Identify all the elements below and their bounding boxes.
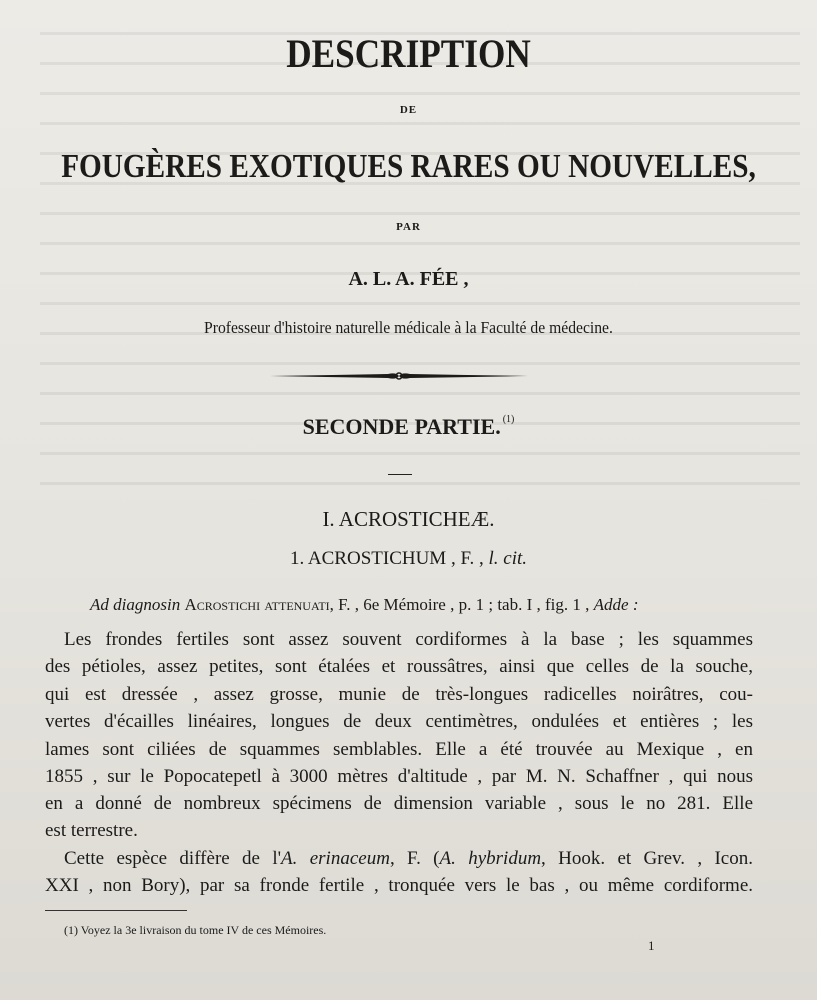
ornamental-divider (268, 368, 530, 384)
species-name: A. hybridum (439, 848, 542, 869)
part-label: SECONDE PARTIE. (302, 414, 501, 439)
text-run: , F. ( (389, 848, 440, 869)
footnote-rule (45, 910, 187, 911)
author-name: A. L. A. FÉE , (348, 268, 469, 290)
diagnosis-line (90, 595, 638, 615)
footnote: (1) Voyez la 3e livraison du tome IV de ces Mémoires. (64, 923, 327, 937)
diagnosis-reference: , F. , 6e Mémoire , p. 1 ; tab. I , fig. 1 , (329, 595, 594, 614)
body-line: en a donné de nombreux spécimens de dimension variable , sous le no 281. Elle (45, 793, 753, 814)
diagnosis-lead: Ad diagnosin (90, 595, 185, 614)
genus-name: 1. ACROSTICHUM , F. , (289, 548, 489, 569)
body-line: vertes d'écailles linéaires, longues de deux centimètres, ondulées et entières ; les (45, 711, 753, 732)
by-label: PAR (396, 221, 421, 233)
body-line: qui est dressée , assez grosse, munie de très-longues radicelles noirâtres, cou- (45, 684, 753, 705)
species-name: A. erinaceum (281, 848, 390, 869)
page-number: 1 (648, 938, 655, 953)
page-title: DESCRIPTION (286, 31, 531, 76)
body-line: lames sont ciliées de squammes semblables. Elle a été trouvée au Mexique , en (45, 739, 753, 760)
body-line (64, 849, 753, 868)
body-line: des pétioles, assez petites, sont étalées et roussâtres, ainsi que celles de la souche, (45, 656, 753, 677)
part-heading (0, 414, 817, 440)
body-line: 1855 , sur le Popocatepetl à 3000 mètres d'altitude , par M. N. Schaffner , qui nous (45, 766, 753, 787)
author-affiliation: Professeur d'histoire naturelle médicale à la Faculté de médecine. (204, 318, 613, 337)
genus-heading (0, 548, 817, 570)
short-rule (388, 474, 412, 475)
body-line: XXI , non Bory), par sa fronde fertile , tronquée vers le bas , ou même cordiforme. (45, 875, 753, 896)
title-connector: DE (399, 104, 418, 116)
genus-citation: l. cit. (488, 548, 528, 569)
page-subtitle: FOUGÈRES EXOTIQUES RARES OU NOUVELLES, (61, 148, 756, 185)
section-heading: I. ACROSTICHEÆ. (322, 507, 495, 531)
footnote-reference: (1) (502, 414, 515, 425)
text-run: Cette espèce diffère de l' (64, 848, 282, 869)
text-run: , Hook. et Grev. , Icon. (541, 848, 753, 869)
diagnosis-species: Acrostichi attenuati (184, 595, 330, 614)
diagnosis-addendum: Adde : (593, 595, 639, 614)
body-line: Les frondes fertiles sont assez souvent cordiformes à la base ; les squammes (64, 629, 753, 650)
body-line: est terrestre. (45, 820, 138, 841)
